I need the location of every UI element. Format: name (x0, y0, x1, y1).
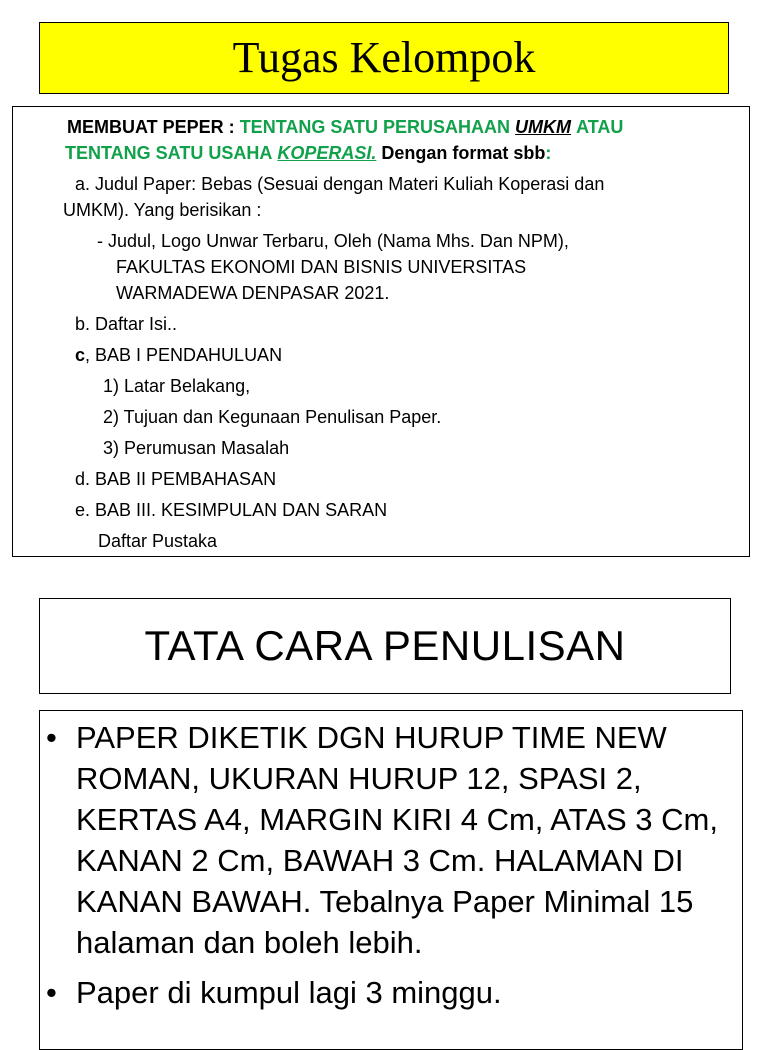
bullet-icon: • (46, 720, 57, 755)
intro-label: MEMBUAT PEPER : (67, 117, 235, 137)
item-c-sub-2: 2) Tujuan dan Kegunaan Penulisan Paper. (103, 407, 442, 427)
item-c-prefix: c (75, 345, 86, 365)
bullet-icon: • (46, 975, 57, 1010)
intro-topic: TENTANG SATU PERUSAHAAN (239, 117, 511, 137)
intro-line-1 (67, 115, 623, 139)
intro-or: ATAU (576, 117, 624, 137)
intro-koperasi: KOPERASI. (277, 143, 377, 163)
item-a-sub-1: - Judul, Logo Unwar Terbaru, Oleh (Nama Mhs. Dan NPM), (97, 231, 569, 251)
intro-line-2 (65, 141, 551, 165)
item-e: e. BAB III. KESIMPULAN DAN SARAN (75, 500, 388, 520)
item-b: b. Daftar Isi.. (75, 314, 178, 334)
section-title: TATA CARA PENULISAN (144, 622, 626, 669)
intro-format: Dengan format sbb (381, 143, 546, 163)
rule-text: PAPER DIKETIK DGN HURUP TIME NEW ROMAN, UKURAN HURUP 12, SPASI 2, KERTAS A4, MARGIN KIRI 4 Cm, ATAS 3 Cm, KANAN 2 Cm, BAWAH 3 Cm. HALAMAN DI KANAN BAWAH. Tebalnya Paper Minimal 15 halaman dan boleh lebih. (76, 720, 718, 960)
item-c-sub-3: 3) Perumusan Masalah (103, 438, 290, 458)
intro-umkm: UMKM (515, 117, 572, 137)
rules-box (39, 710, 743, 1050)
intro-topic-2: TENTANG SATU USAHA (65, 143, 273, 163)
item-a-sub-3: WARMADEWA DENPASAR 2021. (116, 283, 390, 303)
item-c (75, 343, 282, 367)
item-d: d. BAB II PEMBAHASAN (75, 469, 277, 489)
item-c-text: , BAB I PENDAHULUAN (85, 345, 283, 365)
item-a-line-2: UMKM). Yang berisikan : (63, 200, 262, 220)
intro-colon: : (545, 143, 552, 163)
task-description-box (12, 106, 750, 557)
item-a-sub-2: FAKULTAS EKONOMI DAN BISNIS UNIVERSITAS (116, 257, 527, 277)
page-title: Tugas Kelompok (232, 33, 536, 82)
item-c-sub-1: 1) Latar Belakang, (103, 376, 251, 396)
daftar-pustaka: Daftar Pustaka (98, 531, 218, 551)
rule-text: Paper di kumpul lagi 3 minggu. (76, 975, 502, 1010)
item-a-line-1: a. Judul Paper: Bebas (Sesuai dengan Materi Kuliah Koperasi dan (75, 174, 605, 194)
section-title-box (39, 598, 731, 694)
title-banner (39, 22, 729, 94)
